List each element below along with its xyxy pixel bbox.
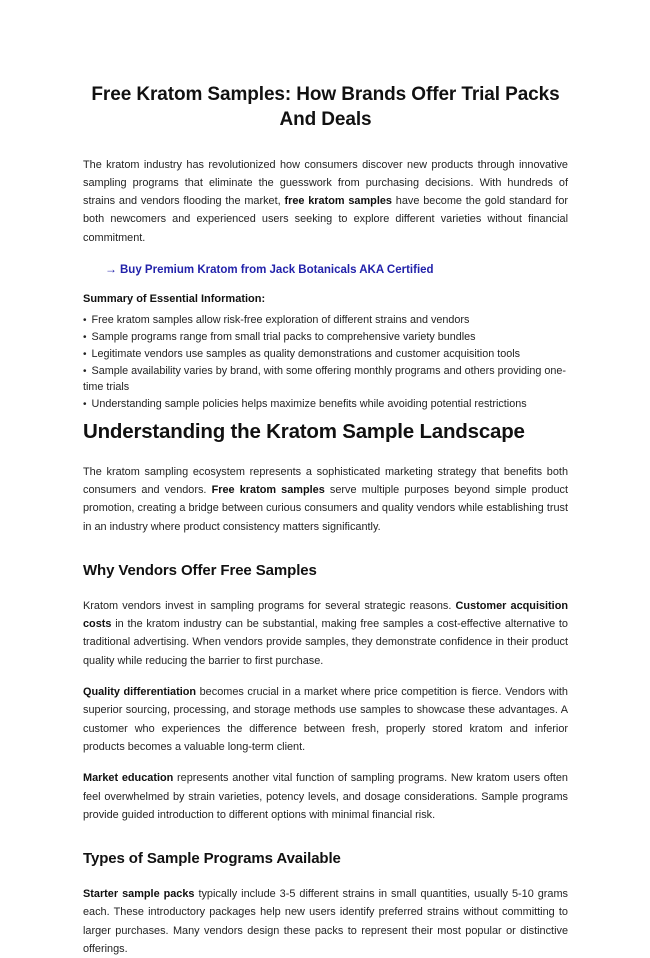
types-of-programs-paragraph-1 [83, 885, 568, 958]
why-vendors-paragraph-2 [83, 683, 568, 756]
list-item: • Understanding sample policies helps maximize benefits while avoiding potential restrictions [83, 397, 568, 413]
landscape-text-part-1: The kratom sampling ecosystem represents a sophisticated marketing strategy that benefits both consumers and vendors. [83, 465, 568, 497]
intro-paragraph [83, 156, 568, 248]
summary-heading: Summary of Essential Information: [83, 293, 266, 306]
why-vendors-p1-part-2: in the kratom industry can be substantial, making free samples a cost-effective alternative to traditional advertising. When vendors provide samples, they demonstrate confidence in their product quality while reducing the barrier to first purchase. [83, 618, 568, 667]
list-item: • Sample availability varies by brand, with some offering monthly programs and others providing one-time trials [83, 364, 568, 396]
buy-premium-kratom-link[interactable]: Buy Premium Kratom from Jack Botanicals AKA Certified [120, 264, 434, 277]
subsection-heading-why-vendors-offer-free-samples: Why Vendors Offer Free Samples [83, 562, 317, 579]
why-vendors-paragraph-1 [83, 597, 568, 670]
cta-link-row[interactable] [83, 260, 568, 279]
intro-keyword-bold: free kratom samples [284, 195, 392, 208]
page-title: Free Kratom Samples: How Brands Offer Trial Packs And Deals [91, 84, 560, 131]
types-p1-part-2: typically include 3-5 different strains in small quantities, usually 5-10 grams each. These introductory packages help new users identify preferred strains without committing to larger purchases. Many vendors design these packs to represent their most popular or distinctive offerings. [83, 887, 568, 955]
section-heading-kratom-sample-landscape: Understanding the Kratom Sample Landscape [83, 420, 525, 444]
list-item: • Legitimate vendors use samples as quality demonstrations and customer acquisition tools [83, 347, 568, 363]
why-vendors-p3-part-2: represents another vital function of sampling programs. New kratom users often feel overwhelmed by strain varieties, potency levels, and dosage considerations. Sample programs provide guided introduction to different options with minimal financial risk. [83, 772, 568, 821]
quality-differentiation-bold: Quality differentiation [83, 686, 197, 698]
list-item: • Free kratom samples allow risk-free exploration of different strains and vendors [83, 313, 568, 329]
list-item: • Sample programs range from small trial packs to comprehensive variety bundles [83, 330, 568, 346]
summary-list [83, 313, 568, 413]
arrow-right-icon: → [105, 262, 117, 277]
landscape-text-part-2: serve multiple purposes beyond simple product promotion, creating a bridge between curious consumers and quality vendors while establishing trust in an industry where product consistency matters significantly. [83, 484, 569, 533]
section-paragraph-landscape [83, 463, 568, 536]
why-vendors-p1-bold: Customer acquisition costs [83, 599, 569, 631]
intro-text-part-2: have become the gold standard for both newcomers and experienced users seeking to explore different varieties without financial commitment. [83, 195, 569, 244]
why-vendors-p1-part-1: Kratom vendors invest in sampling programs for several strategic reasons. [83, 599, 456, 612]
starter-sample-packs-bold: Starter sample packs [83, 887, 195, 900]
market-education-bold: Market education [83, 772, 174, 785]
landscape-keyword-bold: Free kratom samples [211, 484, 325, 497]
intro-text-part-1: The kratom industry has revolutionized how consumers discover new products through innovative sampling programs that eliminate the guesswork from purchasing decisions. With hundreds of strains and vendors flooding the market, [83, 158, 568, 208]
subsection-heading-types-of-sample-programs: Types of Sample Programs Available [83, 850, 341, 868]
why-vendors-p2-part-2: becomes crucial in a market where price competition is fierce. Vendors with superior sourcing, processing, and storage methods use samples to showcase these advantages. A customer who experiences the difference between fresh, properly stored kratom and inferior products becomes a valuable long-term client. [83, 686, 568, 753]
why-vendors-paragraph-3 [83, 769, 568, 824]
